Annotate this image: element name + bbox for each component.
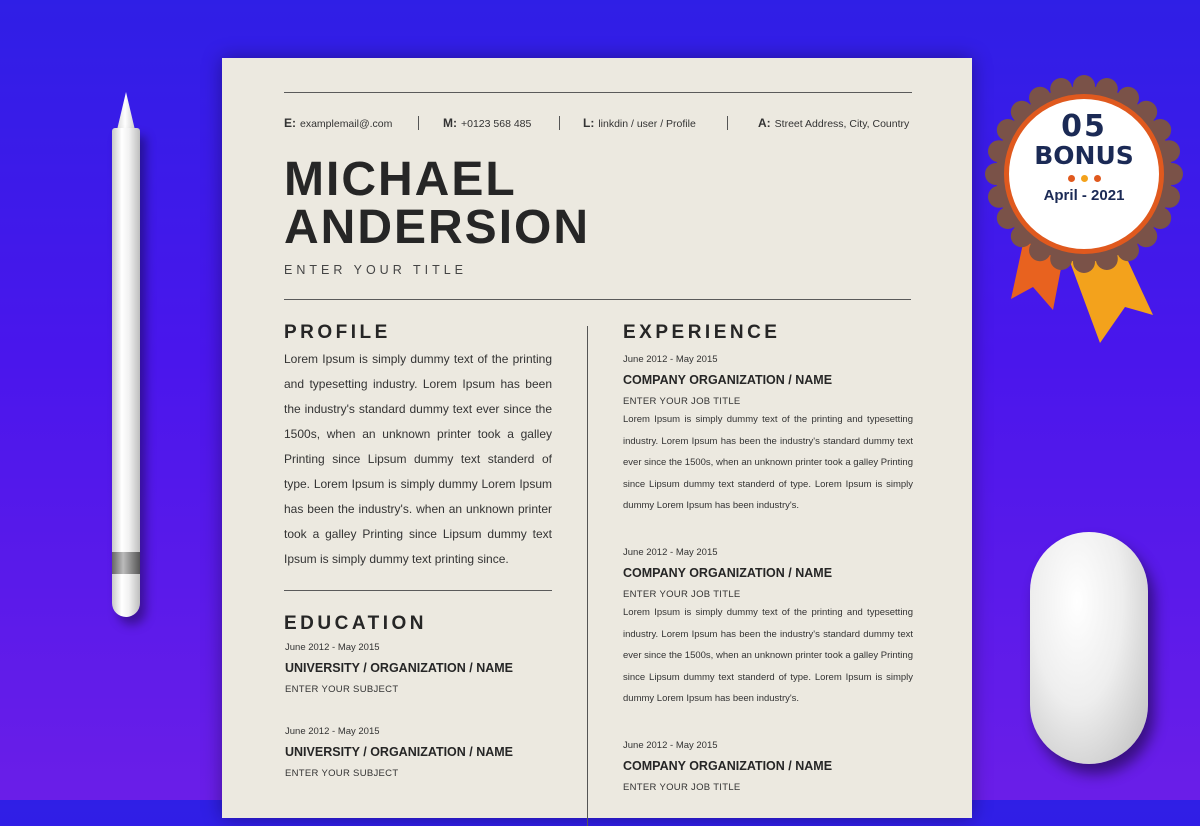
- badge-date: April - 2021: [1043, 187, 1125, 204]
- experience-job-title: ENTER YOUR JOB TITLE: [623, 396, 741, 407]
- experience-item: [623, 354, 913, 517]
- top-divider: [284, 92, 912, 93]
- contact-separator: [727, 116, 728, 130]
- phone-value: +0123 568 485: [461, 118, 532, 130]
- experience-date: June 2012 - May 2015: [623, 354, 718, 365]
- pencil-tip: [117, 92, 135, 130]
- contact-separator: [418, 116, 419, 130]
- linkedin-label: L:: [583, 116, 595, 130]
- education-heading: EDUCATION: [284, 613, 428, 634]
- header-divider: [284, 299, 911, 300]
- experience-date: June 2012 - May 2015: [623, 547, 718, 558]
- badge-dot: [1081, 175, 1088, 182]
- profile-divider: [284, 590, 552, 591]
- badge-center: [1004, 94, 1164, 254]
- experience-org: COMPANY ORGANIZATION / NAME: [623, 566, 833, 580]
- contact-address: [758, 116, 909, 130]
- education-date: June 2012 - May 2015: [285, 726, 380, 737]
- mouse-image: [1030, 532, 1148, 764]
- contact-email: [284, 116, 392, 130]
- contact-phone: [443, 116, 531, 130]
- address-value: Street Address, City, Country: [774, 118, 910, 130]
- first-name: MICHAEL: [284, 153, 517, 206]
- badge-word: BONUS: [1034, 141, 1134, 170]
- contact-linkedin: [583, 116, 696, 130]
- experience-org: COMPANY ORGANIZATION / NAME: [623, 759, 833, 773]
- experience-description: Lorem Ipsum is simply dummy text of the printing and typesetting industry. Lorem Ipsum has been the industry's standard dummy text ever since the 1500s, when an unknown printer took a galley Printing since Lipsum dummy text standerd of type. Lorem Ipsum is simply dummy Lorem Ipsum has been industry's.: [623, 414, 913, 511]
- education-item: [285, 726, 565, 779]
- education-subject: ENTER YOUR SUBJECT: [285, 684, 399, 695]
- badge-number: 05: [1061, 109, 1107, 144]
- experience-date: June 2012 - May 2015: [623, 740, 718, 751]
- pencil-body: [112, 128, 140, 617]
- last-name: ANDERSION: [284, 201, 591, 254]
- profile-text: Lorem Ipsum is simply dummy text of the printing and typesetting industry. Lorem Ipsum has been the industry's standard dummy text ever since the 1500s, when an unknown printer took a galley Printing since Lipsum dummy text standerd of type. Lorem Ipsum is simply dummy Lorem Ipsum has been the industry's. when an unknown printer took a galley Printing since Lipsum dummy text Ipsum is simply dummy text printing since.: [284, 352, 552, 566]
- pencil-band: [112, 552, 140, 574]
- contact-separator: [559, 116, 560, 130]
- experience-item: [623, 547, 913, 710]
- experience-org: COMPANY ORGANIZATION / NAME: [623, 373, 833, 387]
- linkedin-value: linkdin / user / Profile: [598, 118, 696, 130]
- experience-item: [623, 740, 913, 793]
- email-value: examplemail@.com: [300, 118, 393, 130]
- education-org: UNIVERSITY / ORGANIZATION / NAME: [285, 661, 514, 675]
- badge-dot: [1094, 175, 1101, 182]
- address-label: A:: [758, 116, 771, 130]
- phone-label: M:: [443, 116, 457, 130]
- experience-heading: EXPERIENCE: [623, 322, 781, 343]
- education-date: June 2012 - May 2015: [285, 642, 380, 653]
- badge-dot: [1068, 175, 1075, 182]
- job-title: ENTER YOUR TITLE: [284, 263, 468, 277]
- column-divider: [587, 326, 588, 826]
- education-org: UNIVERSITY / ORGANIZATION / NAME: [285, 745, 514, 759]
- person-name: [284, 153, 591, 254]
- resume-page: [222, 58, 972, 818]
- profile-heading: PROFILE: [284, 322, 391, 343]
- experience-job-title: ENTER YOUR JOB TITLE: [623, 589, 741, 600]
- experience-description: Lorem Ipsum is simply dummy text of the printing and typesetting industry. Lorem Ipsum has been the industry's standard dummy text ever since the 1500s, when an unknown printer took a galley Printing since Lipsum dummy text standerd of type. Lorem Ipsum is simply dummy Lorem Ipsum has been industry's.: [623, 607, 913, 704]
- email-label: E:: [284, 116, 296, 130]
- education-item: [285, 642, 565, 695]
- education-subject: ENTER YOUR SUBJECT: [285, 768, 399, 779]
- badge-dots: [1009, 175, 1159, 182]
- experience-job-title: ENTER YOUR JOB TITLE: [623, 782, 741, 793]
- pencil-image: [112, 92, 140, 617]
